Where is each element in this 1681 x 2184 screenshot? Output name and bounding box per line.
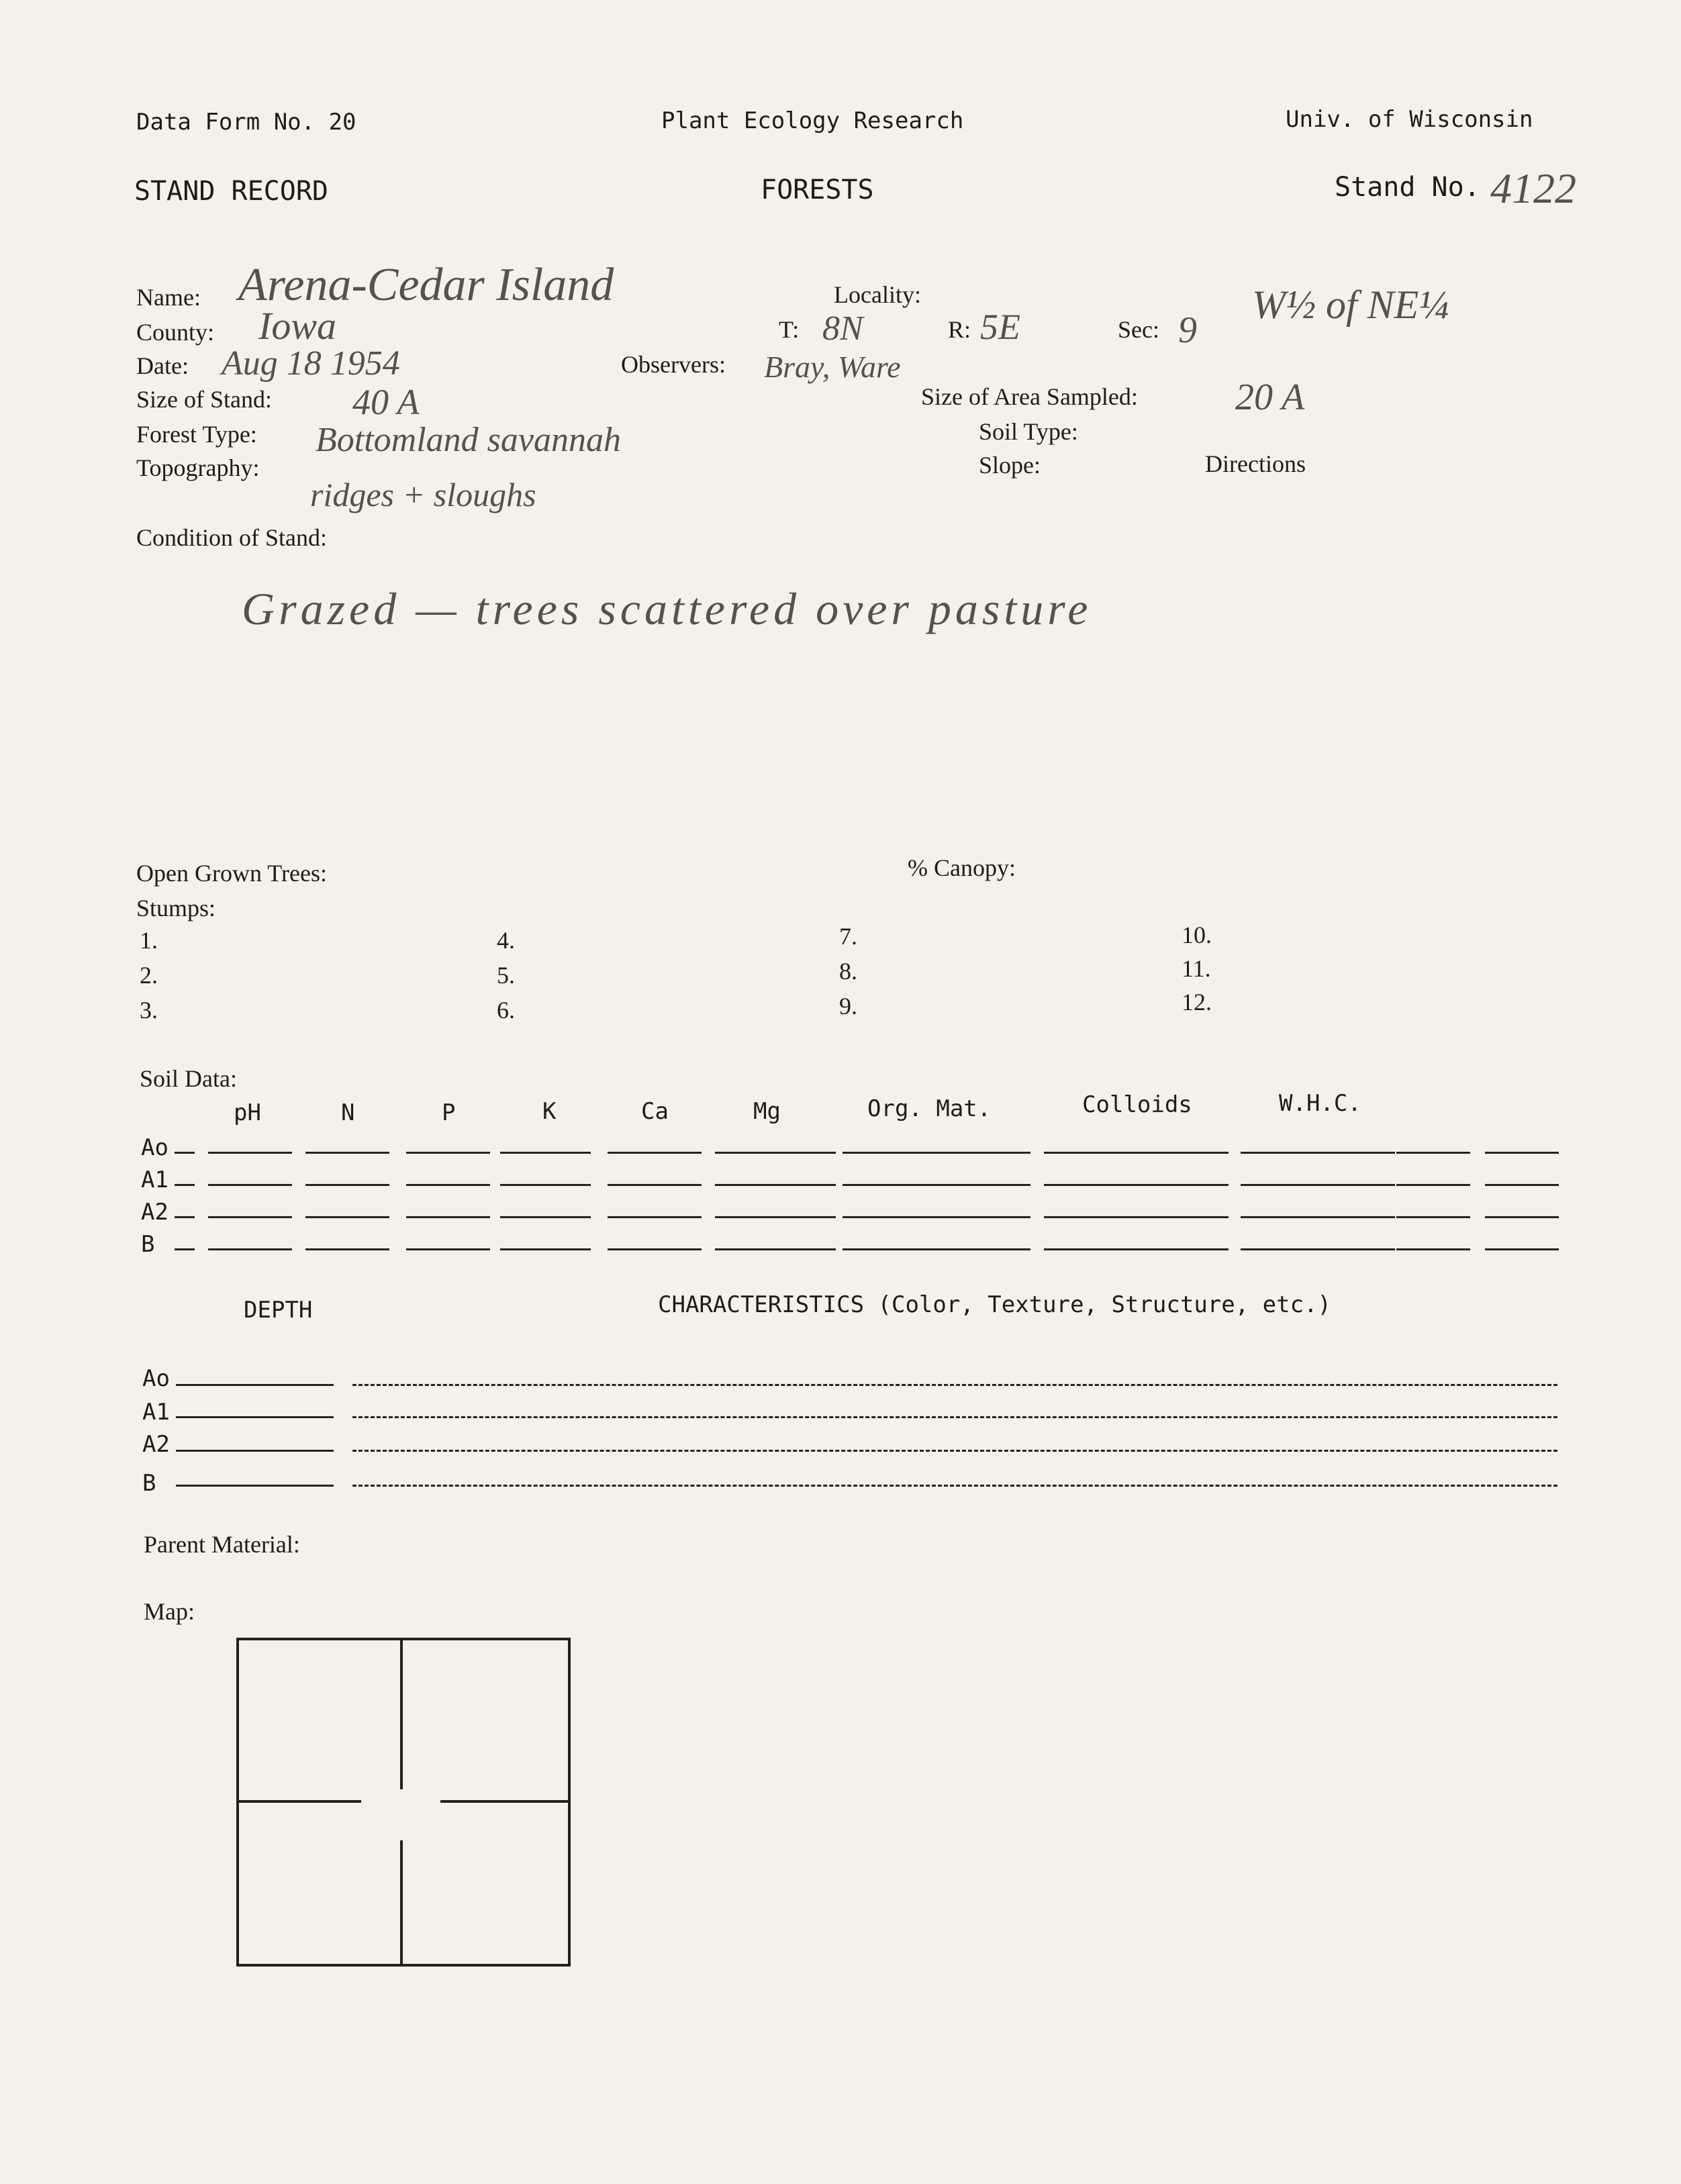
name-value: Arena-Cedar Island (238, 259, 614, 311)
map-divider-right (440, 1800, 568, 1803)
soil-blank-line (608, 1248, 702, 1250)
soil-blank-line (843, 1152, 1030, 1154)
soil-blank-line (608, 1152, 702, 1154)
soil-blank-line (843, 1248, 1030, 1250)
soil-blank-line (1396, 1184, 1470, 1186)
date-label: Date: (136, 352, 189, 379)
form-number: Data Form No. 20 (136, 109, 356, 136)
stump-8: 8. (839, 958, 857, 985)
soil-blank-line (1485, 1184, 1559, 1186)
map-divider-bottom (400, 1840, 403, 1964)
soil-blank-line (208, 1248, 292, 1250)
soil-blank-line (406, 1248, 490, 1250)
soil-blank-line (715, 1152, 836, 1154)
soil-row-a1: A1 (141, 1167, 169, 1193)
locality-label: Locality: (834, 281, 921, 308)
soil-blank-line (500, 1216, 591, 1218)
soil-col-ca: Ca (641, 1098, 669, 1125)
characteristics-blank-line (352, 1450, 1557, 1452)
soil-data-label: Soil Data: (140, 1065, 237, 1092)
size-stand-label: Size of Stand: (136, 386, 272, 413)
characteristics-blank-line (352, 1384, 1557, 1386)
open-grown-trees-label: Open Grown Trees: (136, 860, 327, 887)
soil-col-p: P (442, 1099, 456, 1126)
soil-blank-line (1241, 1152, 1395, 1154)
char-row-b: B (142, 1470, 156, 1497)
soil-col-mg: Mg (753, 1098, 781, 1125)
stump-5: 5. (497, 962, 515, 989)
soil-blank-line (1044, 1184, 1229, 1186)
soil-blank-line (1044, 1152, 1229, 1154)
canopy-label: % Canopy: (908, 854, 1016, 881)
topography-value: ridges + sloughs (310, 476, 536, 513)
soil-blank-line (208, 1216, 292, 1218)
soil-blank-line (500, 1248, 591, 1250)
sec-label: Sec: (1118, 316, 1159, 343)
slope-label: Slope: (979, 452, 1041, 479)
soil-blank-line (1241, 1248, 1395, 1250)
soil-type-label: Soil Type: (979, 418, 1078, 445)
t-label: T: (779, 316, 800, 343)
stand-no-value: 4122 (1490, 164, 1576, 212)
soil-blank-line (406, 1184, 490, 1186)
soil-blank-line (715, 1216, 836, 1218)
soil-col-n: N (341, 1099, 355, 1126)
map-divider-top (400, 1638, 403, 1789)
stand-no-label: Stand No. (1335, 172, 1480, 203)
directions-label: Directions (1205, 450, 1306, 477)
parent-material-label: Parent Material: (144, 1531, 300, 1558)
stump-4: 4. (497, 927, 515, 954)
condition-value: Grazed — trees scattered over pasture (242, 583, 1092, 634)
soil-blank-line (1241, 1216, 1395, 1218)
depth-blank-line (176, 1416, 334, 1418)
soil-row-b: B (141, 1231, 155, 1258)
soil-row-a2: A2 (141, 1199, 169, 1226)
depth-blank-line (176, 1384, 334, 1386)
university: Univ. of Wisconsin (1286, 106, 1533, 133)
soil-blank-line (175, 1216, 195, 1218)
stumps-label: Stumps: (136, 895, 216, 922)
soil-blank-line (608, 1216, 702, 1218)
forest-type-value: Bottomland savannah (316, 421, 621, 459)
soil-blank-line (1485, 1248, 1559, 1250)
depth-label: DEPTH (244, 1297, 313, 1324)
soil-blank-line (715, 1248, 836, 1250)
map-divider-left (236, 1800, 361, 1803)
forest-type-label: Forest Type: (136, 421, 257, 448)
stump-1: 1. (140, 927, 158, 954)
record-type: FORESTS (761, 175, 874, 205)
soil-col-colloids: Colloids (1082, 1091, 1192, 1118)
soil-blank-line (305, 1216, 389, 1218)
soil-blank-line (1044, 1216, 1229, 1218)
soil-blank-line (500, 1152, 591, 1154)
r-value: 5E (980, 307, 1020, 347)
stump-10: 10. (1182, 922, 1212, 948)
soil-row-ao: Ao (141, 1134, 169, 1161)
soil-blank-line (208, 1184, 292, 1186)
area-sampled-label: Size of Area Sampled: (921, 383, 1138, 410)
date-value: Aug 18 1954 (222, 344, 400, 383)
observers-value: Bray, Ware (764, 350, 901, 384)
soil-blank-line (175, 1184, 195, 1186)
observers-label: Observers: (621, 351, 726, 378)
soil-blank-line (1396, 1248, 1470, 1250)
record-title: STAND RECORD (134, 176, 328, 207)
soil-col-whc: W.H.C. (1279, 1090, 1361, 1117)
depth-blank-line (176, 1450, 334, 1452)
soil-blank-line (715, 1184, 836, 1186)
soil-blank-line (175, 1152, 195, 1154)
soil-blank-line (1485, 1216, 1559, 1218)
characteristics-blank-line (352, 1485, 1557, 1487)
characteristics-label: CHARACTERISTICS (Color, Texture, Structure, etc.) (658, 1291, 1332, 1318)
t-value: 8N (822, 309, 863, 348)
soil-blank-line (406, 1152, 490, 1154)
stump-2: 2. (140, 962, 158, 989)
condition-label: Condition of Stand: (136, 524, 328, 551)
map-label: Map: (144, 1598, 195, 1625)
char-row-ao: Ao (142, 1365, 170, 1392)
soil-blank-line (305, 1184, 389, 1186)
sec-note: W½ of NE¼ (1252, 283, 1449, 327)
topography-label: Topography: (136, 454, 260, 481)
soil-blank-line (843, 1184, 1030, 1186)
soil-blank-line (1044, 1248, 1229, 1250)
char-row-a2: A2 (142, 1431, 170, 1458)
county-value: Iowa (258, 304, 336, 348)
soil-blank-line (406, 1216, 490, 1218)
soil-blank-line (1485, 1152, 1559, 1154)
county-label: County: (136, 319, 215, 346)
name-label: Name: (136, 284, 201, 311)
organization: Plant Ecology Research (661, 107, 964, 134)
soil-col-org-mat: Org. Mat. (867, 1095, 992, 1122)
area-sampled-value: 20 A (1235, 377, 1305, 418)
char-row-a1: A1 (142, 1399, 170, 1426)
stump-12: 12. (1182, 989, 1212, 1015)
soil-blank-line (1396, 1152, 1470, 1154)
stump-7: 7. (839, 923, 857, 950)
soil-blank-line (208, 1152, 292, 1154)
soil-blank-line (500, 1184, 591, 1186)
soil-blank-line (1241, 1184, 1395, 1186)
stump-11: 11. (1182, 955, 1211, 982)
sec-value: 9 (1178, 309, 1197, 351)
soil-col-ph: pH (234, 1099, 261, 1126)
soil-blank-line (843, 1216, 1030, 1218)
stump-6: 6. (497, 997, 515, 1024)
depth-blank-line (176, 1485, 334, 1487)
r-label: R: (948, 316, 971, 343)
soil-col-k: K (542, 1098, 557, 1125)
soil-blank-line (305, 1152, 389, 1154)
stump-3: 3. (140, 997, 158, 1024)
stump-9: 9. (839, 993, 857, 1020)
soil-blank-line (1396, 1216, 1470, 1218)
soil-blank-line (175, 1248, 195, 1250)
characteristics-blank-line (352, 1416, 1557, 1418)
soil-blank-line (305, 1248, 389, 1250)
size-stand-value: 40 A (352, 382, 420, 422)
soil-blank-line (608, 1184, 702, 1186)
